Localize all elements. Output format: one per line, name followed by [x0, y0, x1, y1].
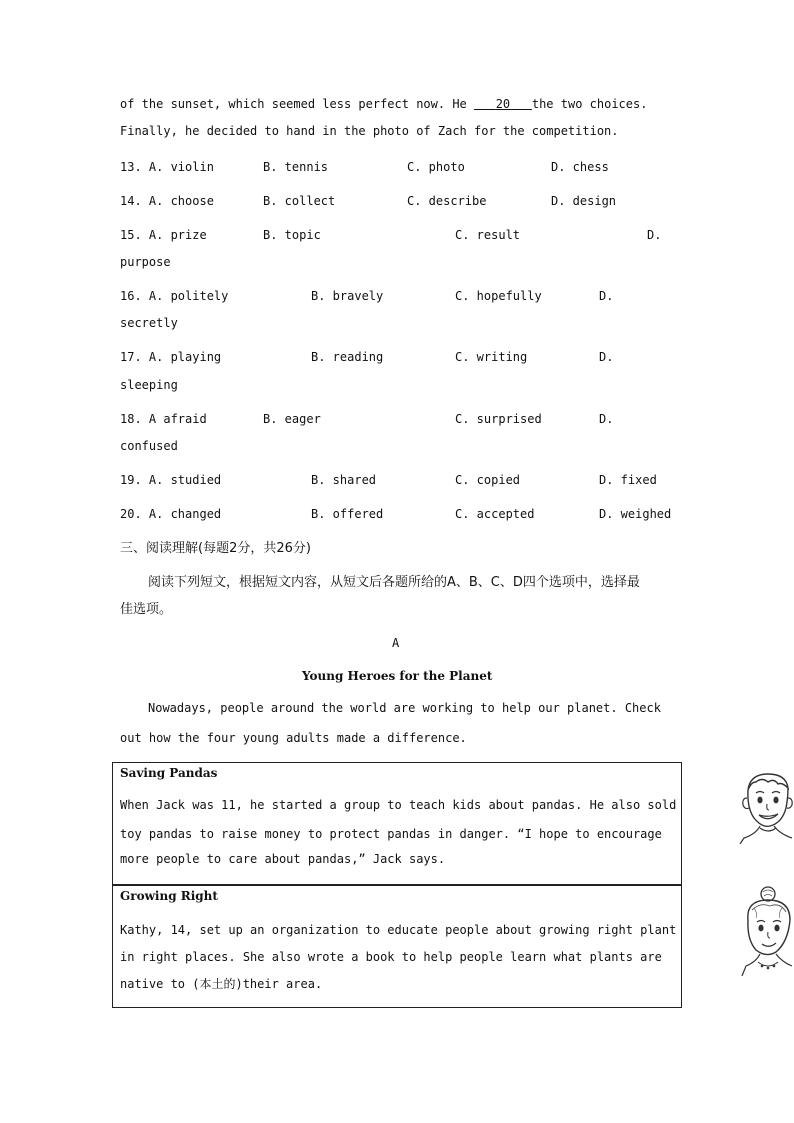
row-heading: Growing Right [120, 889, 218, 903]
question-20-a: 20. A. changed [120, 507, 222, 521]
row-text-line-2: toy pandas to raise money to protect pandas in danger. “I hope to encourage [120, 827, 662, 841]
question-19-c: C. copied [455, 473, 521, 487]
question-15-d-wrap: purpose [120, 255, 171, 269]
question-13-a: 13. A. violin [120, 160, 214, 174]
article-letter: A [392, 636, 400, 650]
question-18-b: B. eager [263, 412, 321, 426]
row-text-line-3: native to (本土的)their area. [120, 977, 323, 991]
question-17-d-wrap: sleeping [120, 378, 178, 392]
question-19-d: D. fixed [599, 473, 657, 487]
row-text-line-3: more people to care about pandas,” Jack says. [120, 852, 446, 866]
boy-portrait-icon [738, 768, 794, 844]
row-heading: Saving Pandas [120, 766, 218, 780]
passage-line-1 [120, 97, 647, 111]
section-instruction-line-2: 佳选项。 [120, 602, 173, 617]
section-instruction-line-1: 阅读下列短文，根据短文内容，从短文后各题所给的A、B、C、D四个选项中，选择最 [148, 575, 640, 590]
question-20-b: B. offered [311, 507, 384, 521]
question-16-b: B. bravely [311, 289, 384, 303]
question-20-c: C. accepted [455, 507, 535, 521]
table-row-growing-right [112, 884, 682, 1008]
row-text-line-2: in right places. She also wrote a book to help people learn what plants are [120, 950, 662, 964]
question-13-b: B. tennis [263, 160, 329, 174]
question-13-c: C. photo [407, 160, 465, 174]
question-16-d: D. [599, 289, 614, 303]
question-15-b: B. topic [263, 228, 321, 242]
table-row-saving-pandas [112, 762, 682, 886]
row-text-line-1: Kathy, 14, set up an organization to educate people about growing right plant [120, 923, 677, 937]
question-15-a: 15. A. prize [120, 228, 207, 242]
section-heading: 三、阅读理解(每题2分，共26分) [120, 541, 311, 556]
question-18-d: D. [599, 412, 614, 426]
question-19-a: 19. A. studied [120, 473, 222, 487]
question-16-d-wrap: secretly [120, 316, 178, 330]
question-17-d: D. [599, 350, 614, 364]
question-18-a: 18. A afraid [120, 412, 207, 426]
question-16-c: C. hopefully [455, 289, 542, 303]
article-title: Young Heroes for the Planet [302, 669, 493, 683]
question-18-d-wrap: confused [120, 439, 178, 453]
article-intro-line-2: out how the four young adults made a difference. [120, 731, 467, 745]
question-14-c: C. describe [407, 194, 487, 208]
question-15-c: C. result [455, 228, 521, 242]
question-13-d: D. chess [551, 160, 609, 174]
question-17-a: 17. A. playing [120, 350, 222, 364]
question-16-a: 16. A. politely [120, 289, 229, 303]
question-18-c: C. surprised [455, 412, 542, 426]
girl-portrait-icon [738, 884, 794, 976]
question-17-c: C. writing [455, 350, 528, 364]
question-14-d: D. design [551, 194, 617, 208]
answer-blank-20: 20 [495, 97, 511, 111]
question-17-b: B. reading [311, 350, 384, 364]
passage-text: the two choices. [531, 97, 648, 111]
question-14-a: 14. A. choose [120, 194, 214, 208]
question-14-b: B. collect [263, 194, 336, 208]
passage-line-2: Finally, he decided to hand in the photo of Zach for the competition. [120, 124, 619, 138]
question-20-d: D. weighed [599, 507, 672, 521]
row-text-line-1: When Jack was 11, he started a group to teach kids about pandas. He also sold [120, 798, 677, 812]
passage-text: of the sunset, which seemed less perfect now. He [120, 97, 475, 111]
article-intro-line-1: Nowadays, people around the world are working to help our planet. Check [148, 701, 661, 715]
question-19-b: B. shared [311, 473, 377, 487]
question-15-d: D. [647, 228, 662, 242]
